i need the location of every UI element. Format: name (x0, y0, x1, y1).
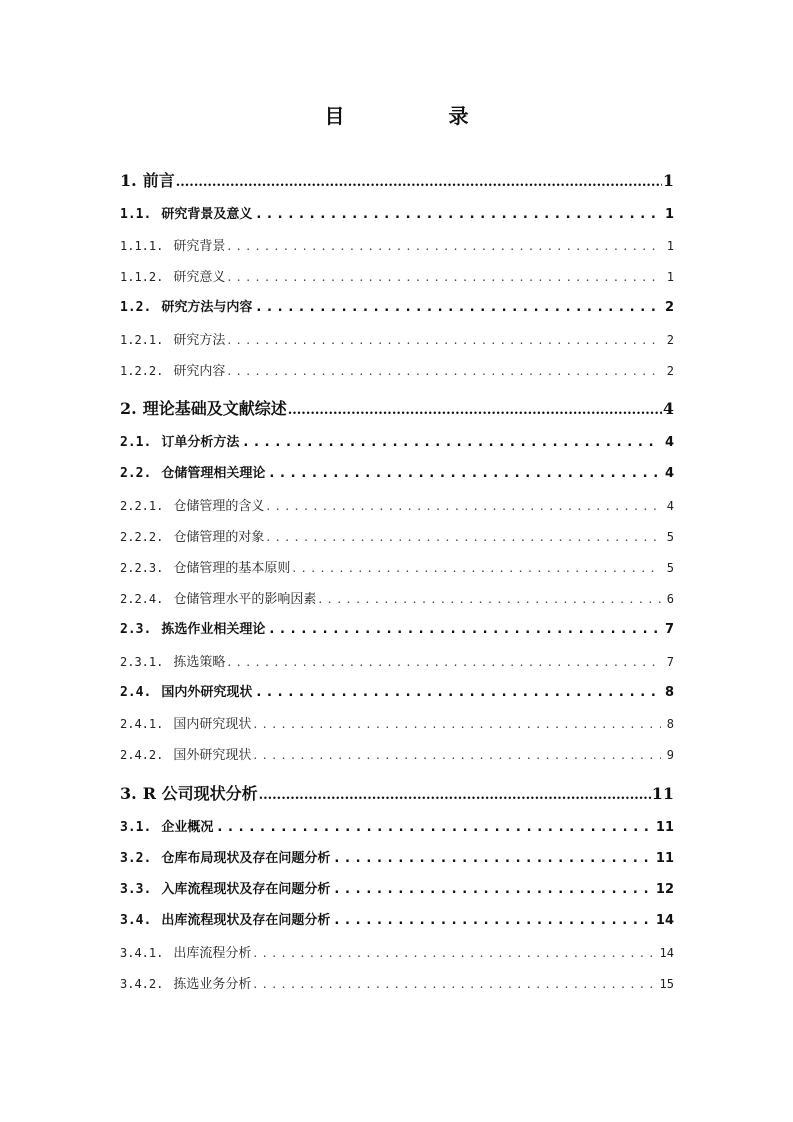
dot-leader (266, 528, 660, 546)
toc-entry-title: 仓储管理的基本原则 (173, 561, 291, 576)
toc-entry-title: 订单分析方法 (161, 435, 240, 450)
page-title: 目 录 (324, 104, 511, 128)
toc-entry-page-number: 15 (659, 977, 674, 991)
toc-entry-level-2[interactable] (120, 881, 674, 899)
toc-entry-page-number: 5 (666, 561, 674, 575)
toc-entry-title: 国内外研究现状 (161, 685, 253, 700)
toc-entry-page-number: 2 (664, 300, 674, 315)
toc-entry-title: 国外研究现状 (173, 748, 252, 763)
dot-leader (253, 975, 653, 993)
toc-entry-title: 出库流程现状及存在问题分析 (161, 913, 331, 928)
toc-entry-number: 3. (120, 784, 137, 803)
toc-entry-page-number: 11 (655, 820, 674, 835)
dot-leader (269, 465, 659, 483)
dot-leader (217, 819, 650, 837)
toc-entry-level-3[interactable] (120, 746, 674, 765)
dot-leader (266, 497, 660, 515)
toc-entry-number: 2.2.3. (120, 561, 164, 575)
toc-entry-title: R 公司现状分析 (142, 784, 258, 803)
toc-entry-number: 2.2.4. (120, 592, 164, 606)
toc-entry-level-2[interactable] (120, 850, 674, 868)
toc-entry-title: 出库流程分析 (173, 946, 252, 961)
toc-entry-level-2[interactable] (120, 206, 674, 224)
toc-entry-page-number: 7 (664, 622, 674, 637)
toc-entry-number: 3.2. (120, 851, 152, 866)
toc-entry-title: 企业概况 (161, 820, 214, 835)
toc-entry-page-number: 1 (664, 207, 674, 222)
toc-entry-level-2[interactable] (120, 912, 674, 930)
toc-entry-level-2[interactable] (120, 621, 674, 639)
toc-entry-page-number: 7 (666, 655, 674, 669)
dot-leader (334, 912, 650, 930)
dot-leader (288, 400, 662, 422)
dot-leader (256, 684, 659, 702)
dot-leader (227, 268, 660, 286)
toc-entry-number: 3.3. (120, 882, 152, 897)
toc-entry-number: 3.4.2. (120, 977, 164, 991)
toc-entry-page-number: 14 (659, 946, 674, 960)
toc-entry-number: 2.3. (120, 622, 152, 637)
toc-entry-page-number: 8 (664, 685, 674, 700)
dot-leader (256, 206, 659, 224)
dot-leader (227, 653, 660, 671)
dot-leader (318, 590, 660, 608)
toc-entry-level-2[interactable] (120, 434, 674, 452)
toc-entry-title: 理论基础及文献综述 (142, 399, 287, 418)
dot-leader (334, 881, 650, 899)
dot-leader (176, 172, 662, 194)
toc-entry-number: 2.4. (120, 685, 152, 700)
toc-entry-title: 前言 (142, 171, 175, 190)
toc-entry-level-2[interactable] (120, 819, 674, 837)
toc-entry-page-number: 1 (666, 239, 674, 253)
toc-entry-title: 研究背景及意义 (161, 207, 253, 222)
dot-leader (243, 434, 659, 452)
toc-entry-page-number: 9 (666, 748, 674, 762)
dot-leader (292, 559, 660, 577)
toc-entry-number: 2.2.1. (120, 499, 164, 513)
toc-entry-level-3[interactable] (120, 268, 674, 287)
toc-entry-title: 入库流程现状及存在问题分析 (161, 882, 331, 897)
toc-entry-number: 2.2. (120, 466, 152, 481)
toc-entry-title: 研究方法与内容 (161, 300, 253, 315)
toc-entry-page-number: 4 (666, 499, 674, 513)
dot-leader (253, 944, 653, 962)
toc-entry-page-number: 12 (655, 882, 674, 897)
dot-leader (259, 785, 651, 807)
toc-entry-number: 1.2. (120, 300, 152, 315)
toc-entry-page-number: 4 (664, 435, 674, 450)
toc-entry-title: 拣选作业相关理论 (161, 622, 266, 637)
toc-entry-level-3[interactable] (120, 331, 674, 350)
toc-entry-title: 国内研究现状 (173, 717, 252, 732)
toc-entry-number: 1.1.1. (120, 239, 164, 253)
toc-entry-page-number: 5 (666, 530, 674, 544)
toc-entry-page-number: 8 (666, 717, 674, 731)
toc-entry-level-3[interactable] (120, 590, 674, 609)
toc-entry-title: 仓储管理相关理论 (161, 466, 266, 481)
toc-entry-title: 仓储管理的对象 (173, 530, 265, 545)
toc-entry-level-3[interactable] (120, 715, 674, 734)
toc-entry-page-number: 4 (664, 466, 674, 481)
toc-entry-level-3[interactable] (120, 944, 674, 963)
dot-leader (227, 331, 660, 349)
dot-leader (334, 850, 650, 868)
toc-entry-title: 研究背景 (173, 239, 226, 254)
toc-entry-page-number: 6 (666, 592, 674, 606)
toc-entry-title: 研究意义 (173, 270, 226, 285)
toc-entry-number: 3.4. (120, 913, 152, 928)
toc-entry-number: 1.2.2. (120, 364, 164, 378)
toc-entry-level-1[interactable] (120, 398, 674, 422)
toc-entry-number: 1. (120, 171, 137, 190)
dot-leader (227, 237, 660, 255)
toc-entry-level-2[interactable] (120, 299, 674, 317)
toc-entry-number: 1.1. (120, 207, 152, 222)
toc-entry-level-3[interactable] (120, 975, 674, 994)
dot-leader (253, 746, 660, 764)
toc-entry-page-number: 4 (662, 399, 674, 418)
toc-entry-title: 研究内容 (173, 364, 226, 379)
dot-leader (227, 362, 660, 380)
toc-entry-title: 仓储管理水平的影响因素 (173, 592, 317, 607)
toc-entry-level-1[interactable] (120, 783, 674, 807)
toc-entry-page-number: 11 (655, 851, 674, 866)
dot-leader (253, 715, 660, 733)
dot-leader (256, 299, 659, 317)
toc-entry-number: 2.3.1. (120, 655, 164, 669)
toc-entry-level-3[interactable] (120, 559, 674, 578)
toc-entry-number: 3.4.1. (120, 946, 164, 960)
dot-leader (269, 621, 659, 639)
toc-entry-title: 仓库布局现状及存在问题分析 (161, 851, 331, 866)
toc-entry-level-2[interactable] (120, 465, 674, 483)
toc-entry-page-number: 11 (651, 784, 674, 803)
toc-entry-title: 研究方法 (173, 333, 226, 348)
toc-entry-number: 3.1. (120, 820, 152, 835)
toc-entry-title: 拣选策略 (173, 655, 226, 670)
toc-entry-level-3[interactable] (120, 497, 674, 516)
toc-entry-number: 1.1.2. (120, 270, 164, 284)
toc-entry-number: 2.2.2. (120, 530, 164, 544)
toc-entry-number: 2.1. (120, 435, 152, 450)
toc-entry-page-number: 1 (666, 270, 674, 284)
toc-entry-level-1[interactable] (120, 170, 674, 194)
toc-entry-level-3[interactable] (120, 653, 674, 672)
toc-entry-number: 1.2.1. (120, 333, 164, 347)
toc-entry-number: 2.4.1. (120, 717, 164, 731)
toc-entry-level-3[interactable] (120, 528, 674, 547)
toc-entry-page-number: 2 (666, 364, 674, 378)
toc-entry-number: 2.4.2. (120, 748, 164, 762)
toc-entry-page-number: 14 (655, 913, 674, 928)
toc-entry-title: 仓储管理的含义 (173, 499, 265, 514)
toc-entry-title: 拣选业务分析 (173, 977, 252, 992)
toc-entry-level-2[interactable] (120, 684, 674, 702)
toc-entry-page-number: 1 (662, 171, 674, 190)
toc-entry-number: 2. (120, 399, 137, 418)
toc-entry-level-3[interactable] (120, 237, 674, 256)
toc-entry-page-number: 2 (666, 333, 674, 347)
toc-entry-level-3[interactable] (120, 362, 674, 381)
